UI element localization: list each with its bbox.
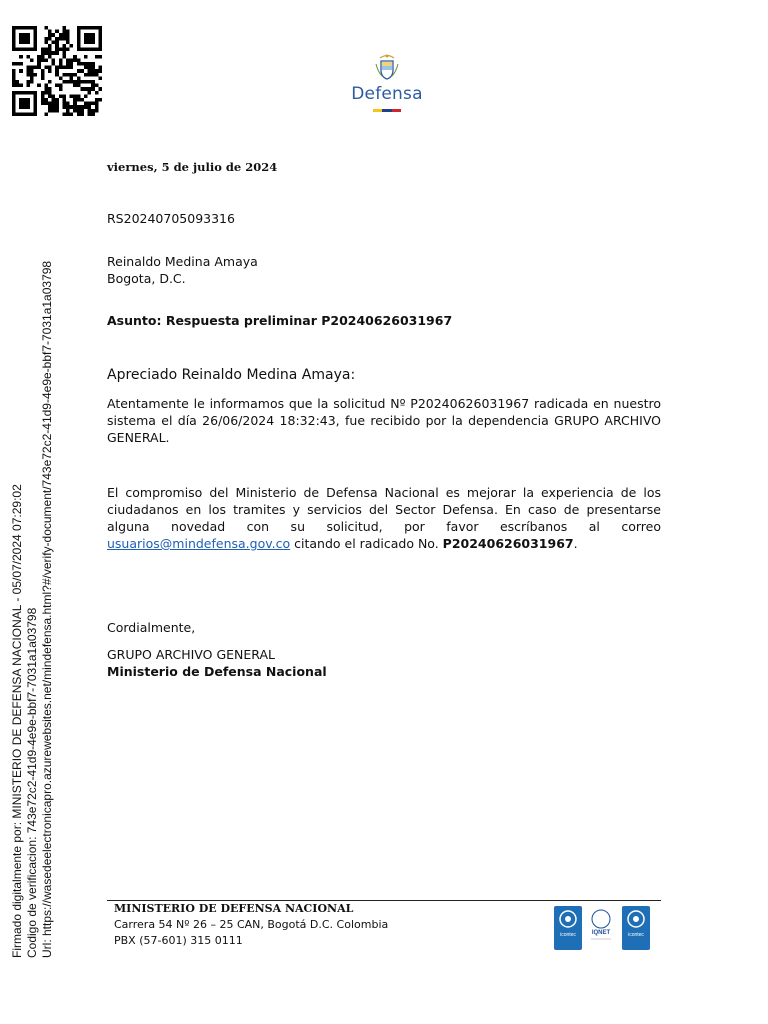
email-link[interactable]: usuarios@mindefensa.gov.co <box>107 536 291 551</box>
signer-group: GRUPO ARCHIVO GENERAL <box>107 647 275 662</box>
signer-org: Ministerio de Defensa Nacional <box>107 664 327 679</box>
reference-number: P20240626031967 <box>442 536 574 551</box>
flag-bar <box>373 109 401 112</box>
paragraph-end: . <box>573 536 578 551</box>
paragraph-commitment-text: El compromiso del Ministerio de Defensa Nacional es mejorar la experiencia de los ciudadanos en los tramites y servicios del Sector Defensa. En caso de presentarse alguna novedad con su solicitud, por favor escríbanos al correo <box>107 485 661 534</box>
digital-signature-stamp <box>10 198 55 958</box>
paragraph-notification: Atentamente le informamos que la solicitud Nº P20240626031967 radicada en nuestro sistema el día 26/06/2024 18:32:43, fue recibido por la dependencia GRUPO ARCHIVO GENERAL. <box>107 396 661 445</box>
paragraph-commitment-tail: citando el radicado No. <box>290 536 443 551</box>
closing: Cordialmente, <box>107 620 196 635</box>
recipient-name: Reinaldo Medina Amaya <box>107 254 258 269</box>
footer-address: Carrera 54 Nº 26 – 25 CAN, Bogotá D.C. Colombia <box>114 918 389 931</box>
qr-code <box>12 26 102 116</box>
footer-phone: PBX (57-601) 315 0111 <box>114 934 243 947</box>
brand-name: Defensa <box>351 84 423 104</box>
footer-org-name: MINISTERIO DE DEFENSA NACIONAL <box>114 902 354 915</box>
defensa-logo <box>344 52 430 112</box>
icontec-cert-icon <box>554 906 582 950</box>
recipient-city: Bogota, D.C. <box>107 271 186 286</box>
svg-text:icontec: icontec <box>560 932 576 938</box>
verification-code-line: Codigo de verificacion: 743e72c2-41d9-4e9e-bbf7-7031a1a03798 <box>25 607 39 958</box>
paragraph-commitment <box>107 484 661 552</box>
radicado-number: RS20240705093316 <box>107 211 235 226</box>
svg-text:IQNET: IQNET <box>591 930 611 936</box>
greeting: Apreciado Reinaldo Medina Amaya: <box>107 367 356 383</box>
signature-line: Firmado digitalmente por: MINISTERIO DE DEFENSA NACIONAL - 05/07/2024 07:29:02 <box>10 484 24 958</box>
signer-block <box>107 646 661 680</box>
subject-line: Asunto: Respuesta preliminar P20240626031967 <box>107 313 453 328</box>
certification-logos <box>553 905 653 951</box>
icontec-cert-icon-2 <box>622 906 650 950</box>
flag-blue <box>382 109 391 112</box>
svg-text:icontec: icontec <box>628 932 644 938</box>
flag-red <box>392 109 401 112</box>
recipient-block <box>107 253 661 287</box>
letter-date: viernes, 5 de julio de 2024 <box>107 160 278 174</box>
verification-url-line: Url: https://wasedeelectronicapro.azurewebsites.net/mindefensa.html?#/verify-document/743e72c2-41d9-4e9e-bbf7-7031a1a03798 <box>40 260 54 958</box>
footer <box>114 901 388 949</box>
iqnet-cert-icon <box>591 910 611 939</box>
flag-yellow <box>373 109 382 112</box>
coat-of-arms-icon <box>372 52 402 82</box>
